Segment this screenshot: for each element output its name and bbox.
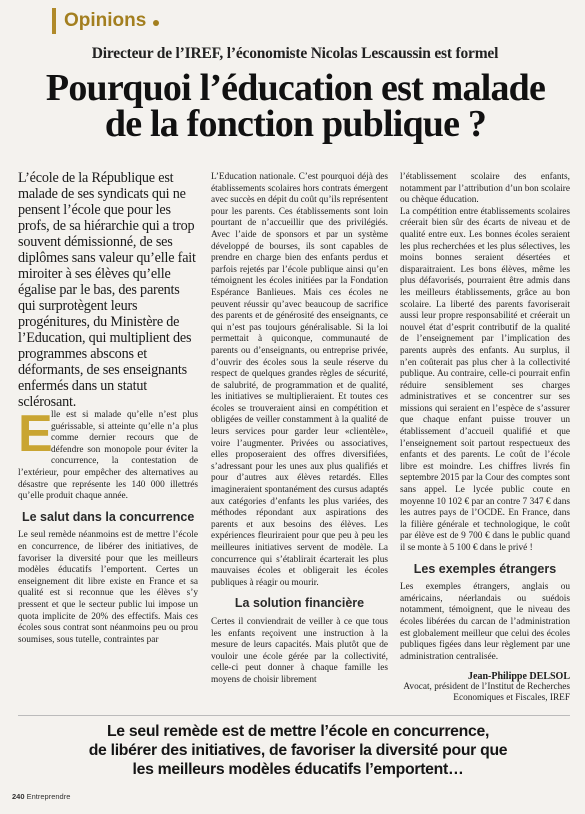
subhead-exemples: Les exemples étrangers [413,561,557,576]
paragraph-5: Les exemples étrangers, anglais ou américains, néerlandais ou suédois notamment, témoignent, que le niveau des écoles libérées du carcan de l’administration est globalement meilleur que celui des écoles publiques figées dans leur règlement par une administration centralisée. [400,582,570,662]
pull-quote-line-3: les meilleurs modèles éducatifs l’emportent… [132,761,464,778]
publication-name: Entreprendre [26,792,71,801]
paragraph-2-cont: L’Education nationale. C’est pourquoi déjà des établissements scolaires hors contrats émergent avec succès en dépit du coût qu’ils représentent pour les parents. Ces établissements sont loin pourtant de n’accueillir que des privilégiés. Avec l’aide de sponsors et par un système développé de bourses, ils sont capables de prendre en charge bien des enfants perdus et parfois rejetés par l’école publique ainsi qu’en témoignent les écoles initiées par la Fondation Espérance Banlieues. Mais ces écoles ne peuvent réussir qu’avec beaucoup de sacrifice des parents et de générosité des enseignants, ce qui n’est pas toujours généralisable. Si la loi permettait à quiconque, communauté de parents ou d’enseignants, ou entreprise privée, d’ouvrir des écoles sous la seule réserve du respect de quelques grandes règles de sécurité, de salubrité, de programmation et de qualité, les initiatives se multiplieraient. Et toutes ces écoles se trouveraient ainsi en compétition et obligées de veiller constamment à la qualité de leurs services pour garder leur «clientèle», voire l’augmenter. Privées ou associatives, elles proposeraient des offres diversifiées, s’adressant pour les unes aux plus qualifiés et pour d’autres aux élèves retardés. Elles imagineraient spontanément des cursus adaptés aux catégories d’enfants les plus variées, des méthodes répondant aux aspirations des parents et aux besoins des élèves. Les expériences fleuriraient pour que peu à peu les meilleures initiatives servent de modèle. La concurrence qui s’établirait écarterait les plus mauvaises écoles et obligerait les écoles publiques à réagir ou mourir. [211,172,388,588]
author-signature [400,671,570,704]
section-tag [52,8,159,34]
headline-line-1: Pourquoi l’éducation est malade [45,67,546,109]
page-number: 240 [12,792,25,801]
pull-quote [18,722,578,779]
paragraph-3-cont: l’établissement scolaire des enfants, notamment par l’attribution d’un bon scolaire ou chèque éducation. [400,172,570,206]
page-footer [12,792,70,801]
author-title: Avocat, président de l’Institut de Recherches Economiques et Fiscales, IREF [403,682,570,704]
pull-quote-line-1: Le seul remède est de mettre l’école en concurrence, [106,723,490,740]
column-1 [18,170,198,646]
author-name: Jean-Philippe DELSOL [468,671,570,683]
dropcap: E [18,405,53,463]
bullet-dot-icon [153,20,159,26]
paragraph-4: La compétition entre établissements scolaires créerait bien sûr des écarts de niveau et de qualité entre eux. Les bonnes écoles seraient les plus recherchées et les plus sélectives, les moins bonnes seraient désertées et disparaitraient. Les bons élèves, même les plus défavorisés, pourraient être admis dans les meilleurs établissements, grâce au bon scolaire. La liberté des parents favoriserait aussi leur propre responsabilité et créerait un nouvel état d’esprit contributif de la qualité de l’enseignement par l’implication des parents auprès des enfants. Au surplus, il n’en coûterait pas plus cher à la collectivité publique. Au contraire, celle-ci pourrait enfin réduire sensiblement ses charges administratives et se concentrer sur ses missions qui seraient en l’espèce de s’assurer que chaque enfant puisse trouver un établissement d’accueil qualifié et que l’enseignement soit partout respectueux des enfants et des parents. Le coût de l’école libre est moindre. Les chiffres livrés fin septembre 2015 par la Cour des comptes sont sans appel. Le lycée public coute en moyenne 10 102 € par an contre 7 347 € dans les autres pays de l’OCDE. En France, dans la filière générale et technologique, le coût par élève est de 9 700 € dans le public quand il se monte à 5 100 € dans le privé ! [400,206,570,553]
column-3 [400,172,570,704]
paragraph-3-start: Certes il conviendrait de veiller à ce que tous les enfants reçoivent une instruction à la mesure de leurs capacités. Mais plutôt que de vouloir une école gérée par la collectivité, celle-ci peut donner à chaque famille les moyens de choisir librement [211,616,388,685]
section-label: Opinions [64,10,147,31]
article-kicker: Directeur de l’IREF, l’économiste Nicolas Lescaussin est formel [91,45,499,62]
section-bar [52,8,56,34]
paragraph-2-start: Le seul remède néanmoins est de mettre l’école en concurrence, de libérer des initiatives, de favoriser la diversité pour que les meilleurs modèles éducatifs l’emportent. Certes un enseignement dit libre existe en France et sa qualité est si reconnue que les élèves s’y pressent et que le secteur public lui impose un quota implicite de 20% des effectifs. Mais ces écoles sous contrat sont néanmoins peu ou prou soumises, sous tutelle, contraintes par [18,530,198,645]
article-headline [18,67,573,145]
divider [18,715,570,716]
headline-line-2: de la fonction publique ? [104,103,487,145]
pull-quote-line-2: de libérer des initiatives, de favoriser la diversité pour que [88,742,508,759]
first-paragraph [18,405,198,503]
article-intro: L’école de la République est malade de ses syndicats qui ne pensent l’école que pour les profs, de sa hiérarchie qui a trop souvent démissionné, de ses diplômes sans valeur qu’elle fait miroiter à ses élèves qu’elle égalise par le bas, des parents qui surprotègent leurs progénitures, du Ministère de l’Education, qui multiplient des programmes abscons et déformants, de ses enseignants enfermés dans un statut sclérosant. [18,170,196,410]
subhead-concurrence: Le salut dans la concurrence [22,509,195,524]
subhead-solution: La solution financière [234,596,365,611]
paragraph-1: lle est si malade qu’elle n’est plus guérissable, si atteinte qu’elle n’a plus comme dernier recours que de défendre son monopole pour éviter la concurrence, la contestation de l’extérieur, pour empêcher des alternatives au désastre que représente les 140 000 illettrés qu’elle produit chaque année. [18,410,198,502]
column-2 [211,172,388,687]
